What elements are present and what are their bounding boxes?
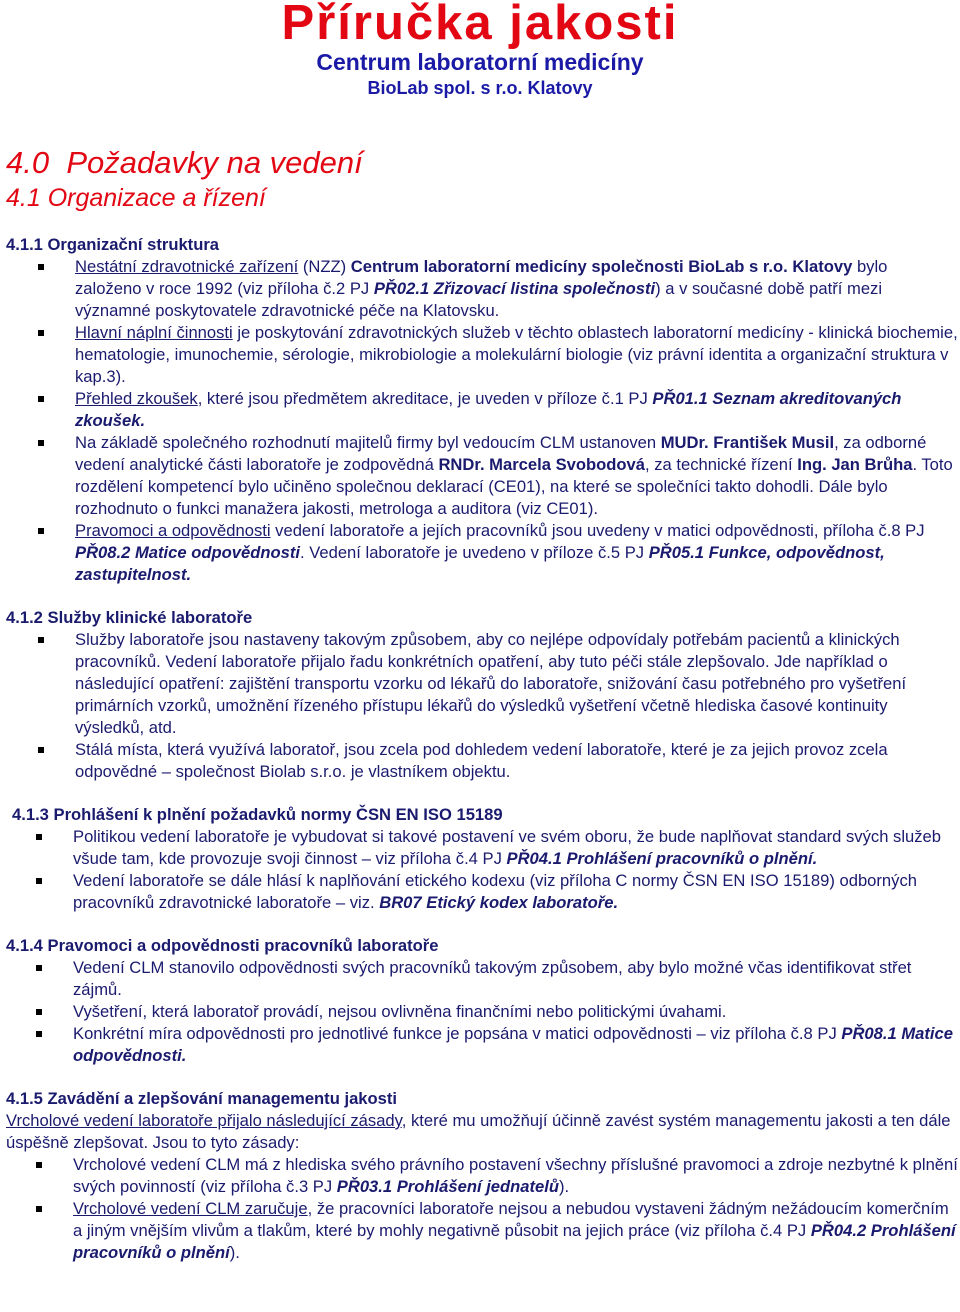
list-item <box>6 629 958 739</box>
list-item <box>6 1023 958 1067</box>
chapter-heading: 4.0 Požadavky na vedení <box>6 145 363 180</box>
text-run: ). <box>229 1243 240 1262</box>
text-link[interactable]: Pravomoci a odpovědnosti <box>75 521 271 540</box>
text-link[interactable]: Vrcholové vedení laboratoře přijalo následující zásady <box>6 1111 402 1130</box>
list-item <box>6 256 958 322</box>
person-name: Ing. Jan Brůha <box>797 455 913 474</box>
text-run: bylo založeno v roce 1992 (viz příloha č.2 PJ <box>75 257 888 298</box>
text-link[interactable]: Nestátní zdravotnické zařízení <box>75 257 299 276</box>
text-run: , že pracovníci laboratoře nejsou a nebudou vystaveni žádným nežádoucím komerčním a jiným vnějším vlivům a tlakům, které by mohly negativně působit na jejich práce (viz příloha č.4 PJ <box>73 1199 949 1240</box>
text-link[interactable]: Vrcholové vedení CLM zaručuje <box>73 1199 308 1218</box>
text-run: Na základě společného rozhodnutí majitelů firmy byl vedoucím CLM ustanoven <box>75 433 661 452</box>
list-item <box>6 432 958 520</box>
reference: PŘ05.1 Funkce, odpovědnost, zastupitelnost. <box>75 543 885 584</box>
text-run: , které mu umožňují účinně zavést systém managementu jakosti a ten dále úspěšně zlepšovat. Jsou to tyto zásady: <box>6 1111 951 1152</box>
text-run: ). <box>559 1177 570 1196</box>
text-run: , za technické řízení <box>645 455 798 474</box>
reference: BR07 Etický kodex laboratoře. <box>379 893 619 912</box>
company-name: BioLab spol. s r.o. Klatovy <box>367 78 593 98</box>
section-title-4-1-2: 4.1.2 Služby klinické laboratoře <box>6 608 253 627</box>
section-title-4-1-1: 4.1.1 Organizační struktura <box>6 235 220 254</box>
text-link[interactable]: Přehled zkoušek <box>75 389 198 408</box>
section-title-4-1-3: 4.1.3 Prohlášení k plnění požadavků normy ČSN EN ISO 15189 <box>12 805 503 824</box>
text-run: , za odborné vedení analytické části laboratoře je zodpovědná <box>75 433 927 474</box>
text-link[interactable]: Hlavní náplní činnosti <box>75 323 233 342</box>
list-item <box>6 322 958 388</box>
text-run: Vyšetření, která laboratoř provádí, nejsou ovlivněna finančními nebo politickými úvahami. <box>73 1002 727 1021</box>
text-run: Konkrétní míra odpovědnosti pro jednotlivé funkce je popsána v matici odpovědnosti – viz příloha č.8 PJ <box>73 1024 842 1043</box>
text-run: je poskytování zdravotnických služeb v těchto oblastech laboratorní medicíny - klinická biochemie, hematologie, imunochemie, sérologie, mikrobiologie a molekulární biologie (viz právní identita a organizační struktura v kap.3). <box>75 323 958 386</box>
list-item <box>6 1198 958 1264</box>
list-item <box>6 1154 958 1198</box>
person-name: RNDr. Marcela Svobodová <box>438 455 646 474</box>
text-run: Vrcholové vedení CLM má z hlediska svého právního postavení všechny příslušné pravomoci a zdroje nezbytné k plnění svých povinností (viz příloha č.3 PJ <box>73 1155 958 1196</box>
text-run: Politikou vedení laboratoře je vybudovat si takové postavení ve svém oboru, že bude naplňovat standard svých služeb všude tam, kde provozuje svoji činnost – viz příloha č.4 PJ <box>73 827 942 868</box>
reference: PŘ04.2 Prohlášení pracovníků o plnění <box>73 1221 956 1262</box>
text-run: . Toto rozdělení kompetencí bylo učiněno společnou deklarací (CE01), na které se společníci takto dohodli. Dále bylo rozhodnuto o funkci manažera jakosti, metrologa a auditora (viz CE01). <box>75 455 953 518</box>
text-run: . Vedení laboratoře je uvedeno v příloze č.5 PJ <box>300 543 649 562</box>
list-item <box>6 739 958 783</box>
section-title-4-1-4: 4.1.4 Pravomoci a odpovědnosti pracovníků laboratoře <box>6 936 439 955</box>
document-subtitle: Centrum laboratorní medicíny <box>316 49 644 75</box>
paragraph <box>6 1110 958 1154</box>
text-run: Centrum laboratorní medicíny společnosti BioLab s r.o. Klatovy <box>350 257 853 276</box>
section-title-4-1-5: 4.1.5 Zavádění a zlepšování managementu jakosti <box>6 1089 398 1108</box>
list-item <box>6 520 958 586</box>
list-item <box>6 388 958 432</box>
reference: PŘ08.2 Matice odpovědnosti <box>75 543 300 562</box>
text-run: vedení laboratoře a jejích pracovníků jsou uvedeny v matici odpovědnosti, příloha č.8 PJ <box>270 521 925 540</box>
text-run: Služby laboratoře jsou nastaveny takovým způsobem, aby co nejlépe odpovídaly potřebám pacientů a klinických pracovníků. Vedení laboratoře přijalo řadu konkrétních opatření, aby tuto péči stále zlepšovalo. Jde například o následující opatření: zajištění transportu vzorku od lékařů do laboratoře, snižování času potřebného pro vyšetření primárních vzorků, umožnění řízeného přístupu lékařů do výsledků vyšetření včetně hlediska časové kontinuity výsledků, atd. <box>75 630 907 737</box>
reference: PŘ02.1 Zřizovací listina společnosti <box>373 279 656 298</box>
text-run: (NZZ) <box>298 257 351 276</box>
reference: PŘ08.1 Matice odpovědnosti. <box>73 1024 953 1065</box>
text-run: Stálá místa, která využívá laboratoř, jsou zcela pod dohledem vedení laboratoře, které je za jejich provoz zcela odpovědné – společnost Biolab s.r.o. je vlastníkem objektu. <box>75 740 888 781</box>
text-run: ) a v současné době patří mezi významné poskytovatele zdravotnické péče na Klatovsku. <box>75 279 883 320</box>
document-body <box>6 234 958 1264</box>
document-title: Příručka jakosti <box>281 0 679 50</box>
list-item <box>6 870 958 914</box>
reference: PŘ03.1 Prohlášení jednatelů <box>336 1177 560 1196</box>
person-name: MUDr. František Musil <box>660 433 835 452</box>
chapter-subheading: 4.1 Organizace a řízení <box>6 184 266 212</box>
text-run: , které jsou předmětem akreditace, je uveden v příloze č.1 PJ <box>197 389 653 408</box>
reference: PŘ04.1 Prohlášení pracovníků o plnění. <box>506 849 818 868</box>
list-item <box>6 826 958 870</box>
reference: PŘ01.1 Seznam akreditovaných zkoušek. <box>75 389 902 430</box>
text-run: Vedení CLM stanovilo odpovědnosti svých pracovníků takovým způsobem, aby bylo možné včas identifikovat střet zájmů. <box>73 958 912 999</box>
list-item <box>6 957 958 1001</box>
text-run: Vedení laboratoře se dále hlásí k naplňování etického kodexu (viz příloha C normy ČSN EN ISO 15189) odborných pracovníků zdravotnické laboratoře – viz. <box>73 871 917 912</box>
list-item <box>6 1001 958 1023</box>
